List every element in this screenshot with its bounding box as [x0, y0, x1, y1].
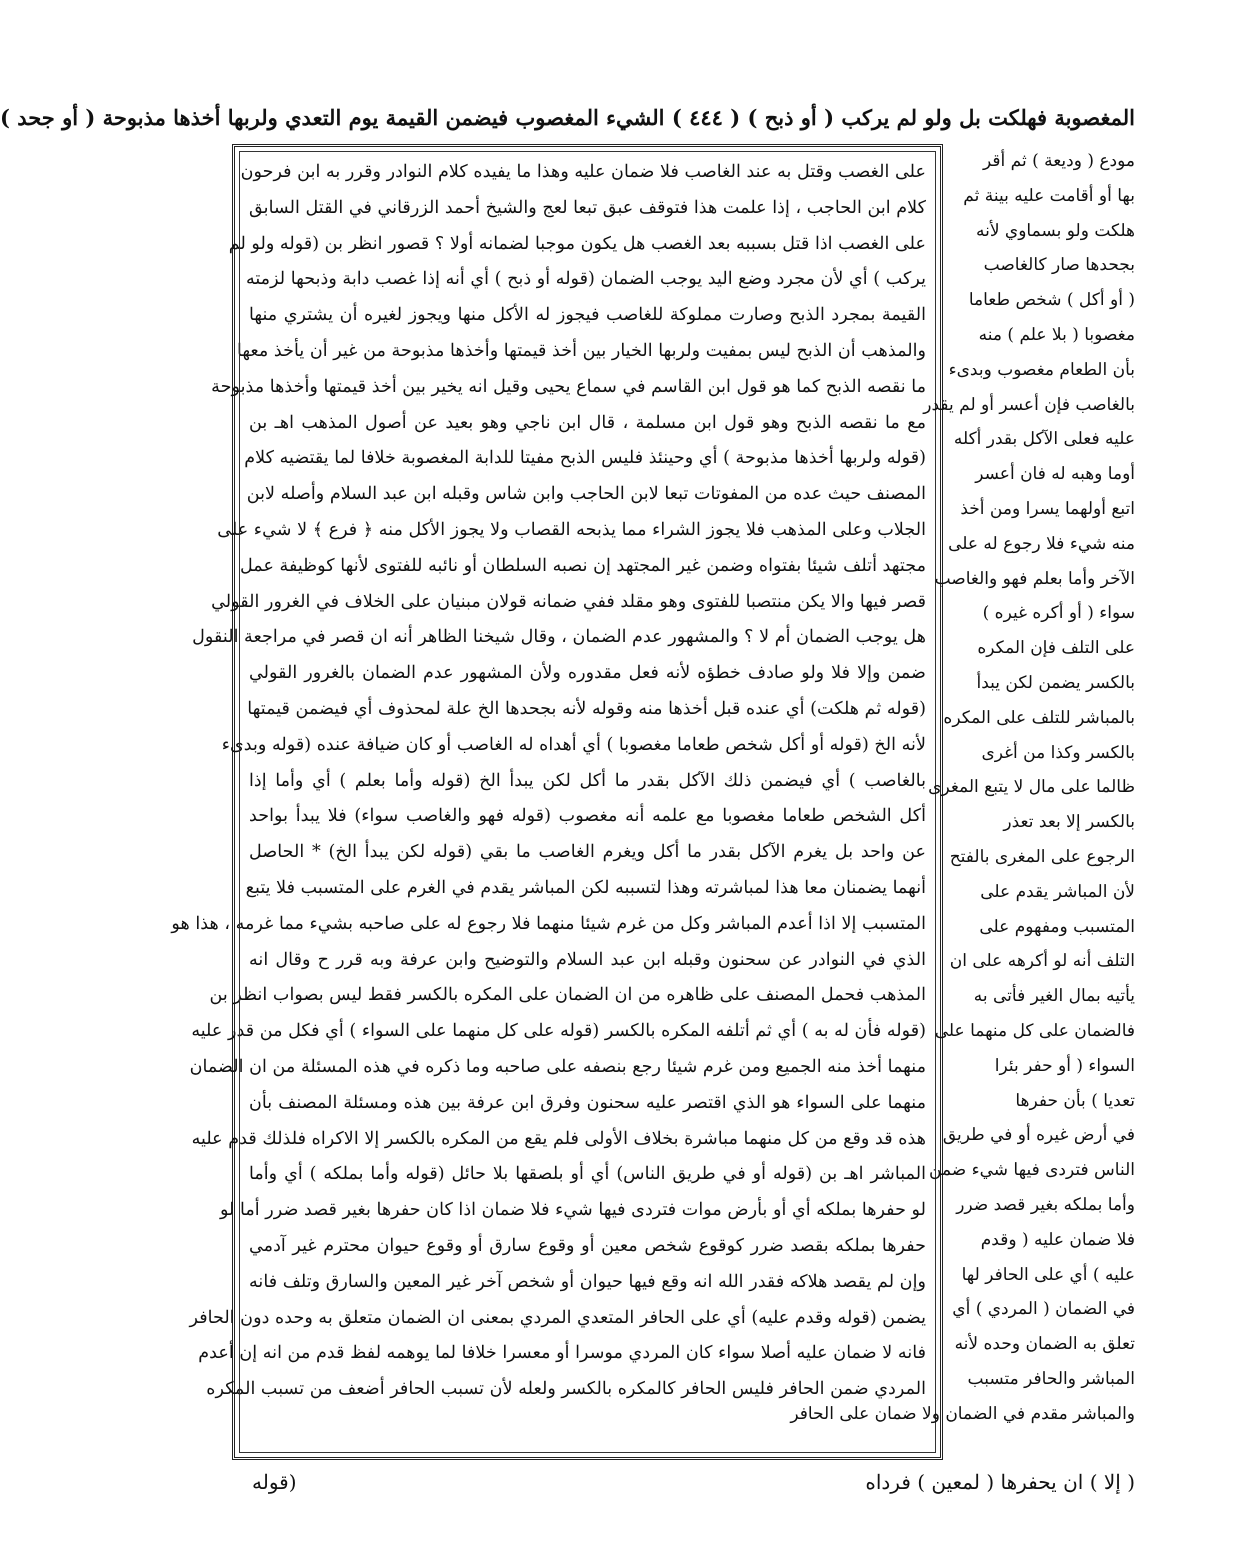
commentary-line: حفرها بملكه بقصد ضرر كوقوع شخص معين أو وقوع سارق أو وقوع حيوان محترم غير آدمي	[249, 1235, 926, 1256]
commentary-line: أكل الشخص طعاما مغصوبا مع علمه أنه مغصوب (قوله فهو والغاصب سواء) فلا يبدأ بواحد	[249, 806, 926, 827]
commentary-line: المتسبب إلا اذا أعدم المباشر وكل من غرم شيئا منهما فلا رجوع له على صاحبه بشيء مما غرمه ، هذا هو	[171, 913, 926, 934]
main-text-line: اتبع أولهما يسرا ومن أخذ	[960, 498, 1135, 519]
commentary-line: ما نقصه الذبح كما هو قول ابن القاسم في سماع يحيى وقيل انه يخير بين أخذ قيمتها وأخذها مذبوحة	[211, 376, 926, 397]
commentary-line: على الغصب اذا قتل بسببه بعد الغصب هل يكون موجبا لضمانه أولا ؟ قصور انظر بن (قوله ولو لم	[228, 233, 926, 254]
main-text-line: منه شيء فلا رجوع له على	[948, 533, 1135, 554]
commentary-line: مجتهد أتلف شيئا بفتواه وضمن غير المجتهد إن نصبه السلطان أو نائبه للفتوى لأنها كوظيفة عمل	[239, 555, 926, 576]
commentary-line: هل يوجب الضمان أم لا ؟ والمشهور عدم الضمان ، وقال شيخنا الظاهر أنه ان قصر في مراجعة النقول	[192, 627, 926, 648]
commentary-line: (قوله ثم هلكت) أي عنده قبل أخذها منه وقوله لأنه بجحدها الخ علة لمحذوف أي فيضمن قيمتها	[247, 698, 926, 719]
commentary-line: منهما على السواء هو الذي اقتصر عليه سحنون وفرق ابن عرفة بين هذه ومسئلة المصنف بأن	[249, 1092, 926, 1113]
commentary-line: (قوله ولربها أخذها مذبوحة ) أي وحينئذ فليس الذبح مفيتا للدابة المغصوبة خلافا لما يقتضيه كلام	[244, 448, 926, 469]
main-text-line: أوما وهبه له فان أعسر	[975, 464, 1135, 485]
main-text-line: تعديا ) بأن حفرها	[1015, 1090, 1135, 1111]
commentary-frame	[171, 144, 943, 1460]
main-text-line: مودع ( وديعة ) ثم أقر	[983, 151, 1135, 171]
main-text-line: بجحدها صار كالغاصب	[983, 255, 1135, 276]
commentary-line: عن واحد بل يغرم الآكل بقدر ما أكل ويغرم الغاصب ما بقي (قوله لكن يبدأ الخ) * الحاصل	[249, 842, 926, 863]
commentary-line: وإن لم يقصد هلاكه فقدر الله انه وقع فيها حيوان أو شخص آخر غير المعين والسارق وتلف فانه	[249, 1271, 926, 1292]
commentary-line: (قوله فأن له به ) أي ثم أتلفه المكره بالكسر (قوله على كل منهما على السواء ) أي فكل من قدر عليه	[191, 1021, 926, 1042]
main-text-line: سواء ( أو أكره غيره )	[982, 603, 1135, 624]
main-text-line: الرجوع على المغرى بالفتح	[949, 846, 1135, 867]
main-text-line: يأتيه بمال الغير فأتى به	[973, 986, 1135, 1007]
commentary-line: مع ما نقصه الذبح وهو قول ابن مسلمة ، قال ابن ناجي وهو بعيد عن أصول المذهب اهـ بن	[249, 412, 926, 433]
main-text-line: لأن المباشر يقدم على	[980, 881, 1135, 902]
main-text-line: على التلف فإن المكره	[977, 638, 1135, 659]
main-text-line: الآخر وأما بعلم فهو والغاصب	[934, 568, 1135, 589]
commentary-line: يركب ) أي لأن مجرد وضع اليد يوجب الضمان (قوله أو ذبح ) أي أنه إذا غصب دابة وذبحها لزمته	[245, 269, 926, 290]
main-text-line: مغصوبا ( بلا علم ) منه	[978, 324, 1135, 345]
commentary-line: على الغصب وقتل به عند الغاصب فلا ضمان عليه وهذا ما يفيده كلام النوادر وقرر به ابن فرحون	[240, 162, 926, 182]
commentary-line: القيمة بمجرد الذبح وصارت مملوكة للغاصب فيجوز له الأكل منها ويجوز لغيره أن يشتري منها	[249, 305, 926, 326]
main-text-line: المتسبب ومفهوم على	[979, 916, 1135, 937]
commentary-line: والمذهب أن الذبح ليس بمفيت ولربها الخيار بين أخذ قيمتها وأخذها مذبوحة من غير أن يأخذ معها	[236, 340, 926, 361]
commentary-line: المباشر اهـ بن (قوله أو في طريق الناس) أي أو بلصقها بلا حائل (قوله وأما بملكه ) أي وأما	[249, 1164, 926, 1185]
main-text-line: المباشر والحافر متسبب	[967, 1368, 1135, 1389]
main-text-line: تعلق به الضمان وحده لأنه	[954, 1334, 1135, 1355]
footer-main-text: ( إلا ) ان يحفرها ( لمعين ) فرداه	[865, 1470, 1135, 1494]
main-text-line: بأن الطعام مغصوب وبدىء	[948, 359, 1135, 380]
main-text-line: السواء ( أو حفر بئرا	[994, 1055, 1135, 1076]
main-text-line: فالضمان على كل منهما على	[934, 1020, 1135, 1041]
commentary-line: المردي ضمن الحافر فليس الحافر كالمكره بالكسر ولعله لأن تسبب الحافر أضعف من تسبب المكره	[206, 1379, 926, 1400]
main-text-line: بالكسر وكذا من أغرى	[981, 742, 1135, 763]
commentary-line: هذه قد وقع من كل منهما مباشرة بخلاف الأولى فلم يقع من المكره بالكسر إلا الاكراه فلذلك قدم عليه	[191, 1128, 926, 1149]
commentary-line: ضمن وإلا فلا ولو صادف خطؤه لأنه فعل مقدوره ولأن المشهور عدم الضمان بالغرور القولي	[249, 663, 926, 684]
main-text-line: وأما بملكه بغير قصد ضرر	[956, 1194, 1135, 1215]
commentary-line: المذهب فحمل المصنف على ظاهره من ان الضمان على المكره بالكسر فقط ليس بصواب انظر بن	[209, 985, 926, 1006]
commentary-line: فانه لا ضمان عليه أصلا سواء كان المردي موسرا أو معسرا خلافا لما يوهمه لفظ قدم من انه إن أعدم	[198, 1343, 926, 1364]
main-text-line: في الضمان ( المردي ) أي	[952, 1299, 1135, 1320]
commentary-line: الجلاب وعلى المذهب فلا يجوز الشراء مما يذبحه القصاب ولا يجوز الأكل منه ﴿ فرع ﴾ لا شيء على	[217, 519, 926, 540]
commentary-line: لأنه الخ (قوله أو أكل شخص طعاما مغصوبا ) أي أهداه له الغاصب أو كان ضيافة عنده (قوله وبدىء	[221, 734, 926, 755]
commentary-line: لو حفرها بملكه أي أو بأرض موات فتردى فيها شيء فلا ضمان اذا كان حفرها بغير قصد ضرر أما لو	[219, 1200, 926, 1221]
commentary-line: المصنف حيث عده من المفوتات تبعا لابن الحاجب وابن شاس وقبله ابن عبد السلام وأصله لابن	[246, 484, 926, 505]
main-text-line: والمباشر مقدم في الضمان ولا ضمان على الحافر	[790, 1403, 1135, 1424]
main-text-line: هلكت ولو بسماوي لأنه	[975, 220, 1135, 241]
main-text-line: في أرض غيره أو في طريق	[942, 1125, 1135, 1146]
main-text-line: عليه ) أي على الحافر لها	[961, 1264, 1135, 1285]
main-text-line: بالغاصب فإن أعسر أو لم يقدر	[923, 394, 1135, 415]
running-header: المغصوبة فهلكت بل ولو لم يركب ( أو ذبح ) ( ٤٤٤ ) الشيء المغصوب فيضمن القيمة يوم التعدي ولربها أخذها مذبوحة ( أو جحد )	[0, 105, 1135, 130]
main-text-line: بالمباشر للتلف على المكره	[943, 707, 1135, 728]
commentary-line: بالغاصب ) أي فيضمن ذلك الآكل بقدر ما أكل لكن يبدأ الخ (قوله وأما بعلم ) أي وأما إذا	[249, 770, 926, 791]
commentary-line: يضمن (قوله وقدم عليه) أي على الحافر المتعدي المردي بمعنى ان الضمان متعلق به وحده دون الحافر	[189, 1307, 926, 1328]
main-text-line: التلف أنه لو أكرهه على ان	[949, 951, 1135, 972]
commentary-line: أنهما يضمنان معا هذا لمباشرته وهذا لتسببه لكن المباشر يقدم في الغرم على المتسبب فلا يتبع	[245, 877, 926, 898]
main-text-line: الناس فتردى فيها شيء ضمن	[929, 1160, 1135, 1181]
commentary-line: قصر فيها والا يكن منتصبا للفتوى وهو مقلد ففي ضمانه قولان مبنيان على الخلاف في الغرور القولي	[211, 591, 926, 612]
catchword: (قوله	[252, 1470, 297, 1494]
main-text-column	[790, 144, 1135, 1460]
main-text-line: بالكسر إلا بعد تعذر	[1003, 812, 1135, 833]
commentary-line: الذي في النوادر عن سحنون وقبله ابن عبد السلام والتوضيح وابن عرفة وبه قرر ح وقال انه	[249, 949, 926, 970]
main-text-line: عليه فعلى الآكل بقدر أكله	[953, 429, 1135, 450]
main-text-line: ظالما على مال لا يتبع المغرى	[928, 777, 1135, 798]
main-text-line: بها أو أقامت عليه بينة ثم	[963, 185, 1135, 206]
main-text-line: بالكسر يضمن لكن يبدأ	[976, 672, 1135, 693]
main-text-line: فلا ضمان عليه ( وقدم	[980, 1229, 1135, 1250]
commentary-line: كلام ابن الحاجب ، إذا علمت هذا فتوقف عبق تبعا لعج والشيخ أحمد الزرقاني في القتل السابق	[249, 197, 926, 218]
commentary-body	[171, 155, 926, 1408]
main-text-line: ( أو أكل ) شخص طعاما	[968, 290, 1135, 311]
commentary-line: منهما أخذ منه الجميع ومن غرم شيئا رجع بنصفه على صاحبه وما ذكره في هذه المسئلة من ان الضمان	[189, 1056, 926, 1077]
